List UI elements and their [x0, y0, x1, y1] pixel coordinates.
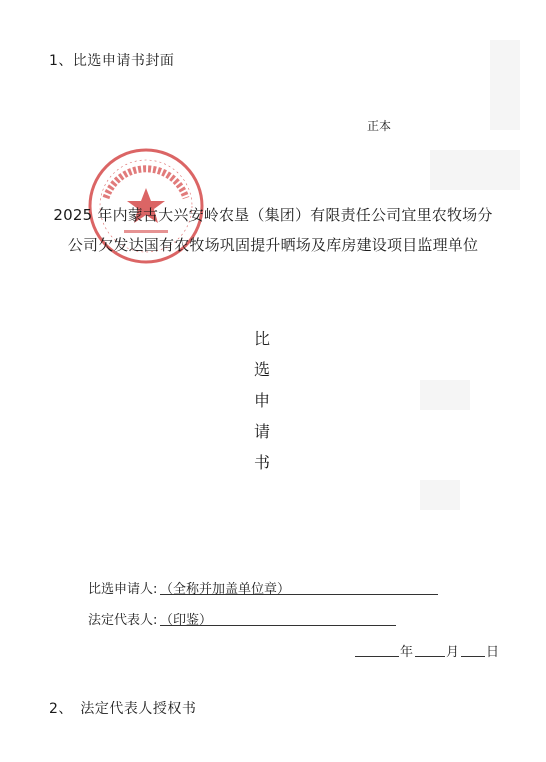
section-heading-authorization: 2、 法定代表人授权书 [49, 701, 197, 717]
title-char: 书 [253, 453, 270, 472]
title-char: 请 [253, 422, 270, 441]
project-title-line-1: 2025 年内蒙古大兴安岭农垦（集团）有限责任公司宜里农牧场分 [53, 206, 493, 224]
applicant-hint: （全称并加盖单位章） [160, 582, 291, 597]
background-bleed-marks [420, 20, 530, 580]
legal-rep-label: 法定代表人: [88, 613, 158, 628]
legal-rep-underline [160, 625, 396, 626]
year-label: 年 [400, 645, 414, 660]
title-char: 选 [253, 360, 270, 379]
day-label: 日 [486, 645, 500, 660]
original-copy-mark: 正本 [367, 119, 392, 133]
month-underline [415, 656, 445, 657]
section-heading-cover: 1、比选申请书封面 [49, 53, 175, 69]
day-underline [461, 656, 485, 657]
legal-rep-hint: （印鉴） [160, 613, 213, 628]
title-char: 比 [253, 329, 270, 348]
applicant-label: 比选申请人: [88, 582, 158, 597]
year-underline [355, 656, 399, 657]
applicant-underline [160, 594, 438, 595]
month-label: 月 [446, 645, 460, 660]
project-title-line-2: 公司欠发达国有农牧场巩固提升晒场及库房建设项目监理单位 [67, 236, 479, 254]
title-char: 申 [253, 391, 270, 410]
document-title-vertical [252, 329, 272, 484]
